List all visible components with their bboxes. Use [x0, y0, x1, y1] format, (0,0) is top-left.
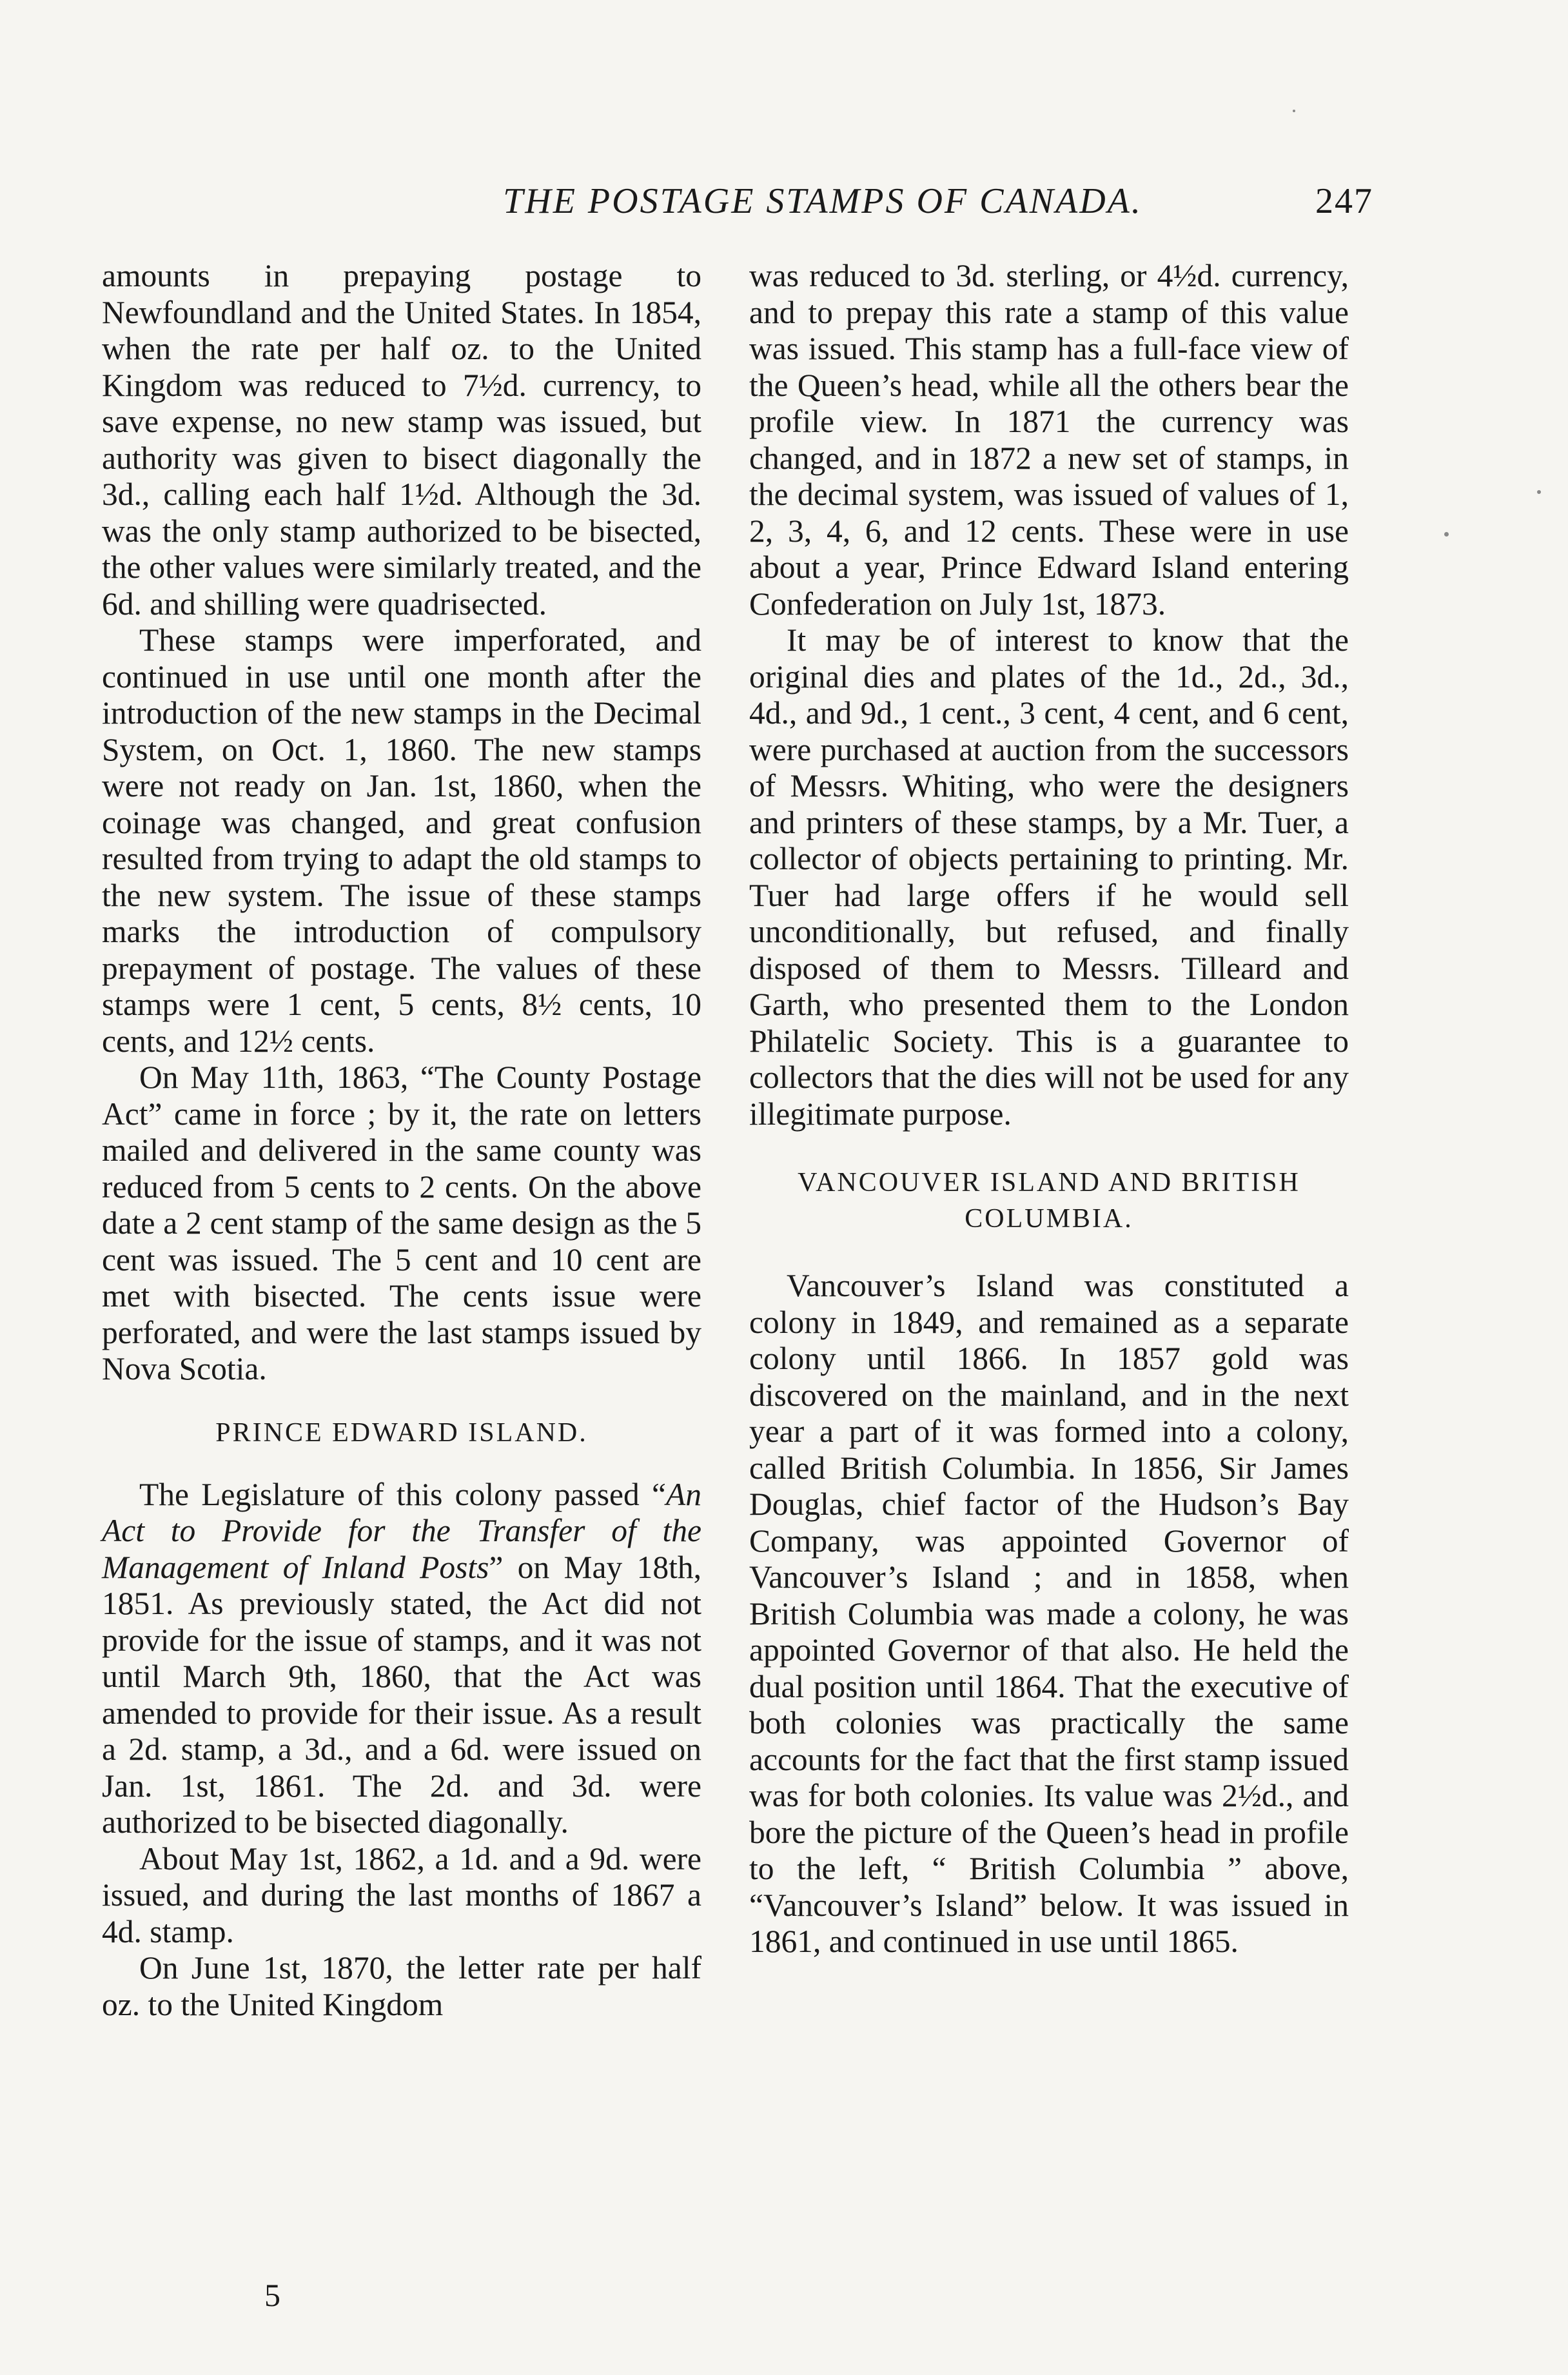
- signature-mark: 5: [264, 2277, 280, 2313]
- text-run: The Legislature of this colony passed “: [139, 1476, 666, 1512]
- paragraph: [102, 1477, 701, 1841]
- scan-speck: [1537, 490, 1541, 494]
- paragraph: Vancouver’s Island was constituted a colony in 1849, and remained as a separate colony until 1866. In 1857 gold was discovered on the mainland, and in the next year a part of it was formed into a colony, called British Columbia. In 1856, Sir James Douglas, chief factor of the Hudson’s Bay Company, was appointed Governor of Vancouver’s Island ; and in 1858, when British Columbia was made a colony, he was appointed Governor of that also. He held the dual position until 1864. That the executive of both colonies was practically the same accounts for the fact that the first stamp issued was for both colonies. Its value was 2½d., and bore the picture of the Queen’s head in profile to the left, “ British Columbia ” above, “Vancouver’s Island” below. It was issued in 1861, and continued in use until 1865.: [749, 1268, 1349, 1959]
- left-column: [102, 258, 701, 2023]
- paragraph: amounts in prepaying postage to Newfoundland and the United States. In 1854, when the rate per half oz. to the United Kingdom was reduced to 7½d. currency, to save expense, no new stamp was issued, but authority was given to bisect diagonally the 3d., calling each half 1½d. Although the 3d. was the only stamp authorized to be bisected, the other values were similarly treated, and the 6d. and shilling were quadrisected.: [102, 258, 701, 622]
- paragraph: It may be of interest to know that the original dies and plates of the 1d., 2d., 3d., 4d., and 9d., 1 cent., 3 cent, 4 cent, and 6 cent, were purchased at auction from the successors of Messrs. Whiting, who were the designers and printers of these stamps, by a Mr. Tuer, a collector of objects pertaining to printing. Mr. Tuer had large offers if he would sell unconditionally, but refused, and finally disposed of them to Messrs. Tilleard and Garth, who presented them to the London Philatelic Society. This is a guarantee to collectors that the dies will not be used for any illegitimate purpose.: [749, 622, 1349, 1132]
- section-heading-vancouver: VANCOUVER ISLAND AND BRITISH COLUMBIA.: [798, 1168, 1300, 1234]
- text-run: ” on May 18th, 1851. As previously stated, the Act did not provide for the issue of stamps, and it was not until March 9th, 1860, that the Act was amended to provide for their issue. As a result a 2d. stamp, a 3d., and a 6d. were issued on Jan. 1st, 1861. The 2d. and 3d. were authorized to be bisected diagonally.: [102, 1549, 701, 1840]
- paragraph: These stamps were imperforated, and continued in use until one month after the introduction of the new stamps in the Decimal System, on Oct. 1, 1860. The new stamps were not ready on Jan. 1st, 1860, when the coinage was changed, and great confusion resulted from trying to adapt the old stamps to the new system. The issue of these stamps marks the introduction of compulsory prepayment of postage. The values of these stamps were 1 cent, 5 cents, 8½ cents, 10 cents, and 12½ cents.: [102, 622, 701, 1059]
- running-head: THE POSTAGE STAMPS OF CANADA.: [503, 181, 1142, 221]
- right-column: [749, 258, 1349, 1960]
- scan-speck: [1444, 532, 1449, 537]
- act-title: An Act to Provide for the Transfer of the Management of Inland Posts: [102, 1476, 701, 1585]
- section-heading-prince-edward-island: PRINCE EDWARD ISLAND.: [215, 1417, 588, 1448]
- paragraph: About May 1st, 1862, a 1d. and a 9d. were issued, and during the last months of 1867 a 4d. stamp.: [102, 1840, 701, 1949]
- paragraph: On June 1st, 1870, the letter rate per half oz. to the United Kingdom: [102, 1950, 701, 2022]
- paragraph: On May 11th, 1863, “The County Postage Act” came in force ; by it, the rate on letters mailed and delivered in the same county was reduced from 5 cents to 2 cents. On the above date a 2 cent stamp of the same design as the 5 cent was issued. The 5 cent and 10 cent are met with bisected. The cents issue were perforated, and were the last stamps issued by Nova Scotia.: [102, 1059, 701, 1386]
- page-number: 247: [1315, 181, 1373, 221]
- scan-speck: [1293, 110, 1295, 112]
- paragraph: was reduced to 3d. sterling, or 4½d. currency, and to prepay this rate a stamp of this value was issued. This stamp has a full-face view of the Queen’s head, while all the others bear the profile view. In 1871 the currency was changed, and in 1872 a new set of stamps, in the decimal system, was issued of values of 1, 2, 3, 4, 6, and 12 cents. These were in use about a year, Prince Edward Island entering Confederation on July 1st, 1873.: [749, 258, 1349, 622]
